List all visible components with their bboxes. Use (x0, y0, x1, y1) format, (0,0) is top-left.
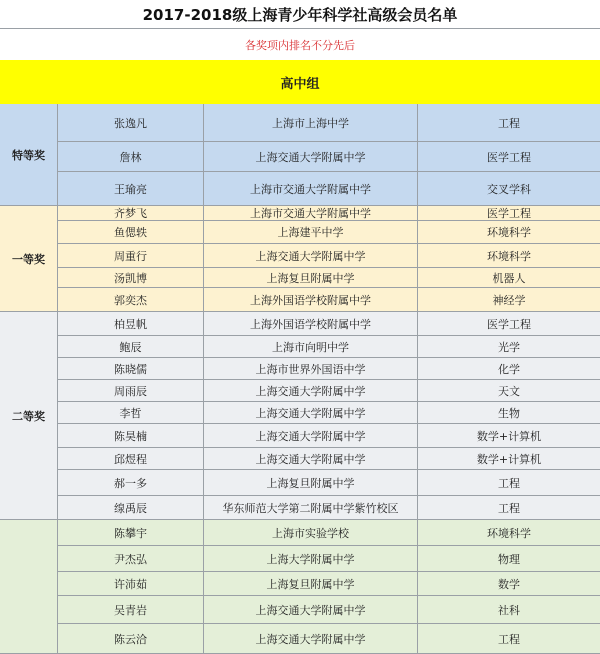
student-name: 齐梦飞 (58, 206, 204, 220)
table-row (58, 424, 600, 448)
table-row (58, 244, 600, 268)
award-second: 二等奖 (0, 312, 58, 520)
student-name: 鲍辰 (58, 336, 204, 357)
school-name: 上海市实验学校 (204, 520, 418, 545)
field-name: 工程 (498, 116, 520, 130)
student-name: 陈晓儒 (58, 358, 204, 379)
student-name: 陈昊楠 (58, 424, 204, 447)
field-name: 社科 (498, 603, 520, 617)
school-name: 上海交通大学附属中学 (204, 624, 418, 653)
student-name: 郭奕杰 (58, 288, 204, 311)
table-row (58, 288, 600, 312)
field-name: 机器人 (492, 271, 526, 285)
student-name: 郝一多 (58, 470, 204, 495)
school-name: 上海交通大学附属中学 (204, 142, 418, 171)
table-row (58, 402, 600, 424)
table-row (58, 358, 600, 380)
student-name: 汤凯博 (58, 268, 204, 287)
school-name: 上海交通大学附属中学 (204, 424, 418, 447)
student-name: 柏昱帆 (58, 312, 204, 335)
student-name: 陈攀宇 (58, 520, 204, 545)
student-name: 陈云洽 (58, 624, 204, 653)
student-name: 鱼偲轶 (58, 221, 204, 243)
student-name: 张逸凡 (58, 104, 204, 141)
school-name: 上海交通大学附属中学 (204, 596, 418, 623)
school-name: 上海市世界外国语中学 (204, 358, 418, 379)
school-name: 上海复旦附属中学 (204, 268, 418, 287)
student-name: 许沛茹 (58, 572, 204, 595)
field-name: 数学+计算机 (476, 429, 542, 443)
group-header: 高中组 (0, 60, 600, 105)
field-name: 环境科学 (487, 249, 531, 263)
student-name: 邱煜程 (58, 448, 204, 469)
table-row (58, 520, 600, 546)
student-name: 吴青岩 (58, 596, 204, 623)
school-name: 上海外国语学校附属中学 (204, 312, 418, 335)
award-first: 一等奖 (0, 206, 58, 312)
field-name: 医学工程 (487, 207, 531, 220)
field-name: 神经学 (492, 293, 526, 307)
table-row (58, 470, 600, 496)
student-name: 王瑜亮 (58, 172, 204, 205)
page-title: 2017-2018级上海青少年科学社高级会员名单 (142, 5, 458, 24)
field-name: 工程 (498, 476, 520, 490)
student-name: 缐禹辰 (58, 496, 204, 519)
award-third (0, 520, 58, 654)
student-name: 周重行 (58, 244, 204, 267)
school-name: 上海复旦附属中学 (204, 470, 418, 495)
ranking-note: 各奖项内排名不分先后 (0, 28, 600, 62)
school-name: 上海交通大学附属中学 (204, 402, 418, 423)
school-name: 上海市上海中学 (204, 104, 418, 141)
school-name: 上海市向明中学 (204, 336, 418, 357)
table-row (58, 104, 600, 142)
student-name: 詹林 (58, 142, 204, 171)
table-row (58, 172, 600, 206)
school-name: 上海复旦附属中学 (204, 572, 418, 595)
school-name: 华东师范大学第二附属中学紫竹校区 (204, 496, 418, 519)
field-name: 数学 (498, 577, 520, 591)
table-row (58, 380, 600, 402)
table-row (58, 448, 600, 470)
table-row (58, 206, 600, 221)
school-name: 上海大学附属中学 (204, 546, 418, 571)
school-name: 上海市交通大学附属中学 (204, 206, 418, 220)
field-name: 生物 (498, 406, 520, 420)
student-name: 尹杰弘 (58, 546, 204, 571)
field-name: 环境科学 (487, 226, 531, 239)
table-row (58, 546, 600, 572)
table-row (58, 312, 600, 336)
table-row (58, 142, 600, 172)
field-name: 物理 (498, 552, 520, 566)
school-name: 上海交通大学附属中学 (204, 448, 418, 469)
field-name: 化学 (498, 362, 520, 376)
table-row (58, 624, 600, 654)
field-name: 工程 (498, 501, 520, 515)
table-row (58, 496, 600, 520)
student-name: 李哲 (58, 402, 204, 423)
table-row (58, 596, 600, 624)
field-name: 天文 (498, 384, 520, 398)
field-name: 工程 (498, 632, 520, 646)
field-name: 医学工程 (487, 150, 531, 164)
field-name: 环境科学 (487, 526, 531, 540)
table-row (58, 572, 600, 596)
school-name: 上海市交通大学附属中学 (204, 172, 418, 205)
field-name: 医学工程 (487, 317, 531, 331)
field-name: 交叉学科 (487, 182, 531, 196)
table-row (58, 336, 600, 358)
school-name: 上海交通大学附属中学 (204, 244, 418, 267)
school-name: 上海建平中学 (204, 221, 418, 243)
table-row (58, 221, 600, 244)
field-name: 数学+计算机 (476, 452, 542, 466)
award-special: 特等奖 (0, 104, 58, 206)
school-name: 上海外国语学校附属中学 (204, 288, 418, 311)
school-name: 上海交通大学附属中学 (204, 380, 418, 401)
table-row (58, 268, 600, 288)
student-name: 周雨辰 (58, 380, 204, 401)
field-name: 光学 (498, 340, 520, 354)
